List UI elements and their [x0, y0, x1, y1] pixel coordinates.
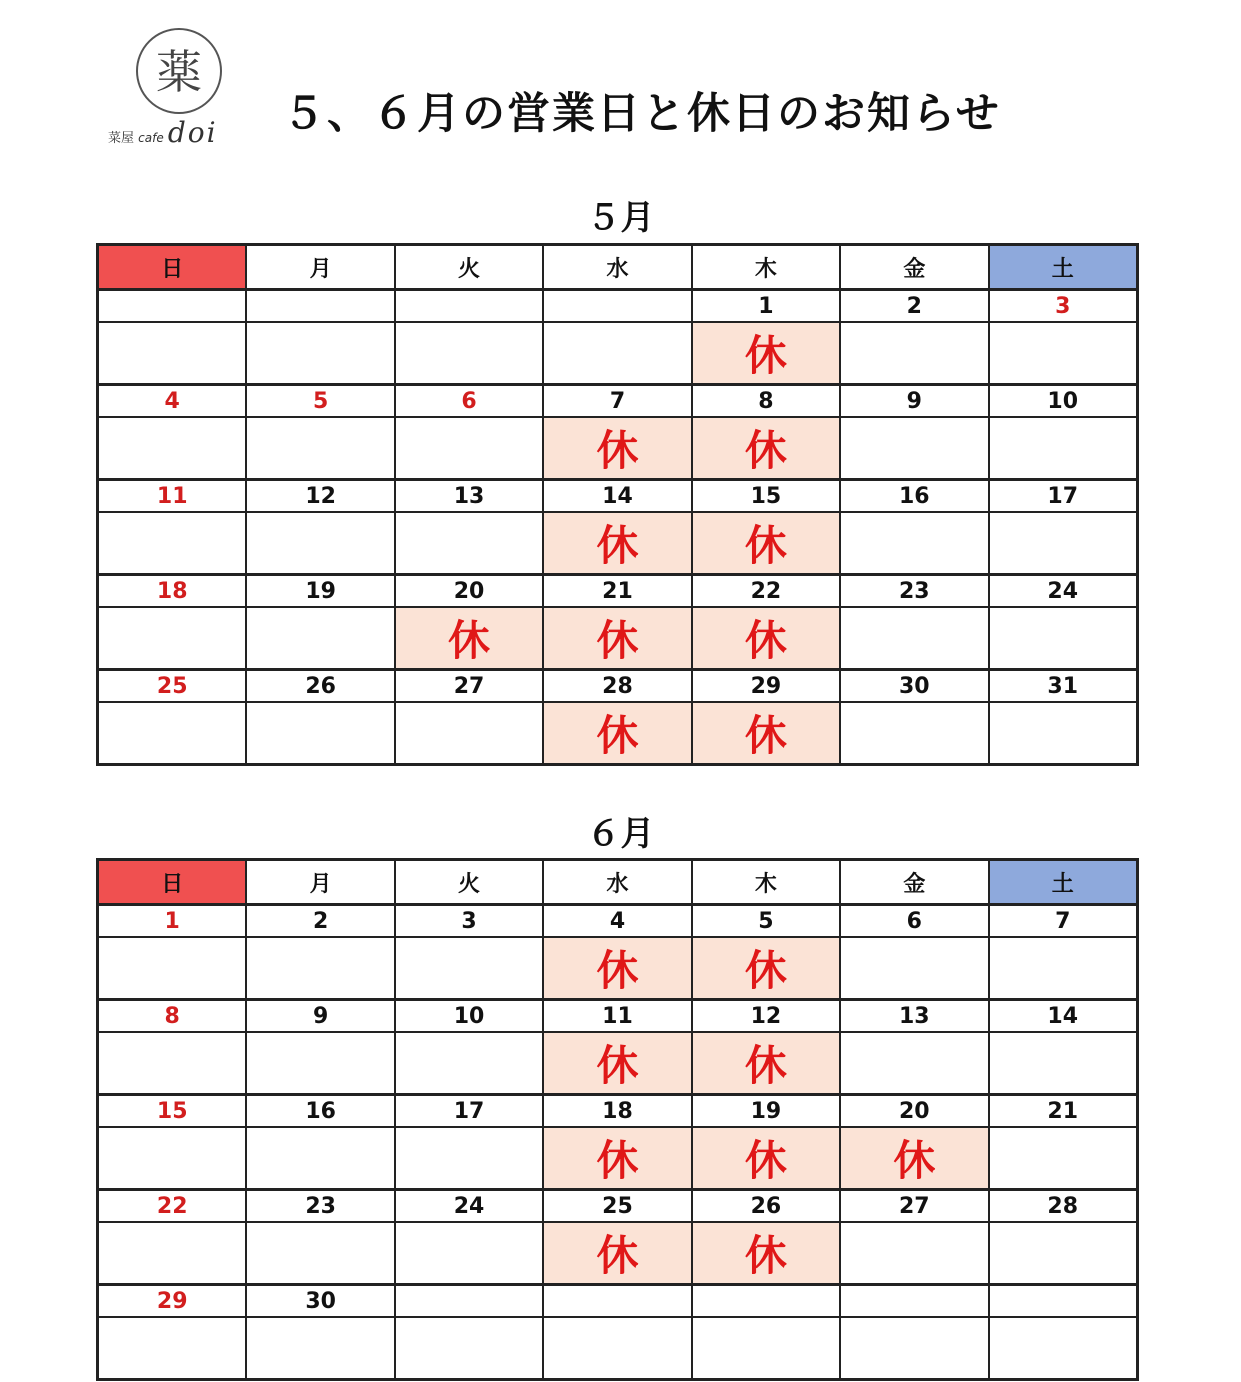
closed-day-cell: 休 [544, 418, 692, 478]
closed-day-cell: 休 [544, 513, 692, 573]
week-row [99, 671, 1136, 763]
weekday-cell: 金 [841, 861, 989, 903]
open-day-cell [396, 513, 544, 573]
weekday-cell: 月 [247, 246, 395, 288]
open-day-cell [841, 1033, 989, 1093]
open-day-cell [990, 418, 1136, 478]
week-row [99, 1191, 1136, 1286]
open-day-cell [247, 323, 395, 383]
weekday-header [99, 246, 1136, 291]
date-number: 24 [396, 1191, 544, 1221]
open-day-cell [990, 513, 1136, 573]
date-number: 27 [841, 1191, 989, 1221]
date-row [99, 1286, 1136, 1318]
date-number: 10 [396, 1001, 544, 1031]
open-day-cell [99, 1128, 247, 1188]
open-day-cell [247, 1128, 395, 1188]
status-row [99, 418, 1136, 478]
week-row [99, 1001, 1136, 1096]
closed-day-cell: 休 [693, 608, 841, 668]
week-row [99, 386, 1136, 481]
date-number: 12 [693, 1001, 841, 1031]
date-number: 6 [396, 386, 544, 416]
open-day-cell [990, 608, 1136, 668]
open-day-cell [841, 1318, 989, 1378]
date-number: 18 [544, 1096, 692, 1126]
date-number: 30 [841, 671, 989, 701]
date-number [396, 1286, 544, 1316]
open-day-cell [841, 323, 989, 383]
date-number: 2 [841, 291, 989, 321]
month-title-may: ５月 [586, 198, 655, 238]
date-number: 26 [693, 1191, 841, 1221]
open-day-cell [99, 323, 247, 383]
weekday-cell: 木 [693, 246, 841, 288]
date-row [99, 291, 1136, 323]
closed-day-cell: 休 [544, 938, 692, 998]
week-row [99, 906, 1136, 1001]
date-number: 8 [693, 386, 841, 416]
status-row [99, 1318, 1136, 1378]
open-day-cell [990, 1318, 1136, 1378]
date-row [99, 1001, 1136, 1033]
status-row [99, 1033, 1136, 1093]
date-number: 5 [693, 906, 841, 936]
date-number: 11 [544, 1001, 692, 1031]
date-number: 22 [693, 576, 841, 606]
closed-day-cell: 休 [544, 703, 692, 763]
closed-day-cell: 休 [544, 608, 692, 668]
weekday-cell: 土 [990, 861, 1136, 903]
open-day-cell [693, 1318, 841, 1378]
date-number: 5 [247, 386, 395, 416]
status-row [99, 703, 1136, 763]
weekday-cell: 木 [693, 861, 841, 903]
date-number: 15 [99, 1096, 247, 1126]
date-number: 1 [99, 906, 247, 936]
date-number: 19 [247, 576, 395, 606]
date-number: 23 [247, 1191, 395, 1221]
open-day-cell [247, 513, 395, 573]
open-day-cell [990, 703, 1136, 763]
open-day-cell [396, 418, 544, 478]
status-row [99, 1128, 1136, 1188]
date-row [99, 906, 1136, 938]
logo-emblem [136, 28, 222, 114]
date-number: 18 [99, 576, 247, 606]
date-number: 27 [396, 671, 544, 701]
date-number: 17 [1047, 483, 1079, 509]
date-number: 3 [396, 906, 544, 936]
date-number [693, 1286, 841, 1316]
date-number: 31 [1047, 673, 1079, 699]
weekday-cell: 火 [396, 861, 544, 903]
open-day-cell [841, 608, 989, 668]
date-number: 29 [99, 1286, 247, 1316]
weekday-cell: 水 [544, 861, 692, 903]
date-number: 1 [693, 291, 841, 321]
closed-day-cell: 休 [693, 1128, 841, 1188]
calendar-may [96, 243, 1139, 766]
open-day-cell [841, 513, 989, 573]
closed-day-cell: 休 [693, 703, 841, 763]
date-number [990, 1286, 1136, 1316]
open-day-cell [990, 938, 1136, 998]
week-row [99, 1096, 1136, 1191]
open-day-cell [247, 1033, 395, 1093]
logo-cafe-text: cafe [138, 131, 164, 145]
open-day-cell [544, 323, 692, 383]
date-number: 3 [1055, 293, 1071, 319]
open-day-cell [396, 1223, 544, 1283]
date-number [841, 1286, 989, 1316]
status-row [99, 608, 1136, 668]
date-number: 25 [99, 671, 247, 701]
date-number: 16 [841, 481, 989, 511]
closed-day-cell: 休 [693, 1223, 841, 1283]
closed-day-cell: 休 [693, 513, 841, 573]
date-number: 2 [247, 906, 395, 936]
open-day-cell [396, 1128, 544, 1188]
date-row [99, 386, 1136, 418]
weekday-cell: 火 [396, 246, 544, 288]
date-row [99, 1191, 1136, 1223]
weekday-header [99, 861, 1136, 906]
closed-day-cell: 休 [396, 608, 544, 668]
logo-shop-text: 菜屋 [108, 131, 135, 146]
open-day-cell [990, 1223, 1136, 1283]
closed-day-cell: 休 [841, 1128, 989, 1188]
week-row [99, 291, 1136, 386]
weekday-cell: 金 [841, 246, 989, 288]
month-title-june: ６月 [586, 814, 655, 854]
date-number: 28 [544, 671, 692, 701]
open-day-cell [99, 703, 247, 763]
open-day-cell [99, 1318, 247, 1378]
status-row [99, 1223, 1136, 1283]
date-number: 13 [396, 481, 544, 511]
weekday-cell: 月 [247, 861, 395, 903]
closed-day-cell: 休 [544, 1128, 692, 1188]
weekday-cell: 水 [544, 246, 692, 288]
date-number: 21 [1047, 1098, 1079, 1124]
date-number: 4 [544, 906, 692, 936]
logo-wordmark [108, 116, 248, 149]
date-number: 13 [841, 1001, 989, 1031]
date-row [99, 576, 1136, 608]
weekday-cell: 日 [99, 246, 247, 288]
open-day-cell [247, 1318, 395, 1378]
open-day-cell [99, 938, 247, 998]
date-number: 20 [396, 576, 544, 606]
date-row [99, 481, 1136, 513]
date-number: 15 [693, 481, 841, 511]
open-day-cell [396, 703, 544, 763]
date-number: 30 [247, 1286, 395, 1316]
date-number: 23 [841, 576, 989, 606]
open-day-cell [99, 608, 247, 668]
closed-day-cell: 休 [544, 1033, 692, 1093]
open-day-cell [247, 703, 395, 763]
calendar-june [96, 858, 1139, 1381]
status-row [99, 938, 1136, 998]
open-day-cell [841, 1223, 989, 1283]
date-number: 16 [247, 1096, 395, 1126]
date-number: 24 [1047, 578, 1079, 604]
week-row [99, 481, 1136, 576]
date-number: 9 [841, 386, 989, 416]
date-number: 12 [247, 481, 395, 511]
open-day-cell [247, 938, 395, 998]
closed-day-cell: 休 [693, 938, 841, 998]
open-day-cell [247, 1223, 395, 1283]
date-number [247, 291, 395, 321]
status-row [99, 323, 1136, 383]
open-day-cell [396, 1033, 544, 1093]
date-number: 6 [841, 906, 989, 936]
date-number: 28 [1047, 1193, 1079, 1219]
date-number [396, 291, 544, 321]
open-day-cell [990, 1033, 1136, 1093]
date-number: 21 [544, 576, 692, 606]
date-number: 26 [247, 671, 395, 701]
closed-day-cell: 休 [544, 1223, 692, 1283]
open-day-cell [247, 418, 395, 478]
open-day-cell [841, 703, 989, 763]
date-number: 11 [99, 481, 247, 511]
date-number: 14 [1047, 1003, 1079, 1029]
date-number: 10 [1047, 388, 1079, 414]
date-row [99, 671, 1136, 703]
date-number [544, 291, 692, 321]
date-number: 8 [99, 1001, 247, 1031]
status-row [99, 513, 1136, 573]
date-row [99, 1096, 1136, 1128]
weekday-cell: 土 [990, 246, 1136, 288]
open-day-cell [396, 1318, 544, 1378]
week-row [99, 1286, 1136, 1378]
date-number: 9 [247, 1001, 395, 1031]
date-number: 14 [544, 481, 692, 511]
open-day-cell [396, 938, 544, 998]
date-number: 25 [544, 1191, 692, 1221]
date-number: 22 [99, 1191, 247, 1221]
date-number [544, 1286, 692, 1316]
logo-glyph: 薬 [156, 45, 202, 99]
page-title: ５、６月の営業日と休日のお知らせ [282, 89, 1001, 139]
date-number: 29 [693, 671, 841, 701]
open-day-cell [99, 513, 247, 573]
open-day-cell [544, 1318, 692, 1378]
week-row [99, 576, 1136, 671]
closed-day-cell: 休 [693, 418, 841, 478]
date-number: 20 [841, 1096, 989, 1126]
closed-day-cell: 休 [693, 323, 841, 383]
open-day-cell [99, 418, 247, 478]
weekday-cell: 日 [99, 861, 247, 903]
open-day-cell [990, 1128, 1136, 1188]
date-number: 19 [693, 1096, 841, 1126]
date-number: 4 [99, 386, 247, 416]
shop-logo [108, 28, 248, 150]
date-number [99, 291, 247, 321]
closed-day-cell: 休 [693, 1033, 841, 1093]
open-day-cell [396, 323, 544, 383]
open-day-cell [99, 1223, 247, 1283]
date-number: 17 [396, 1096, 544, 1126]
open-day-cell [990, 323, 1136, 383]
date-number: 7 [1055, 908, 1071, 934]
open-day-cell [841, 938, 989, 998]
open-day-cell [99, 1033, 247, 1093]
open-day-cell [841, 418, 989, 478]
logo-brand: doi [167, 116, 218, 149]
date-number: 7 [544, 386, 692, 416]
open-day-cell [247, 608, 395, 668]
